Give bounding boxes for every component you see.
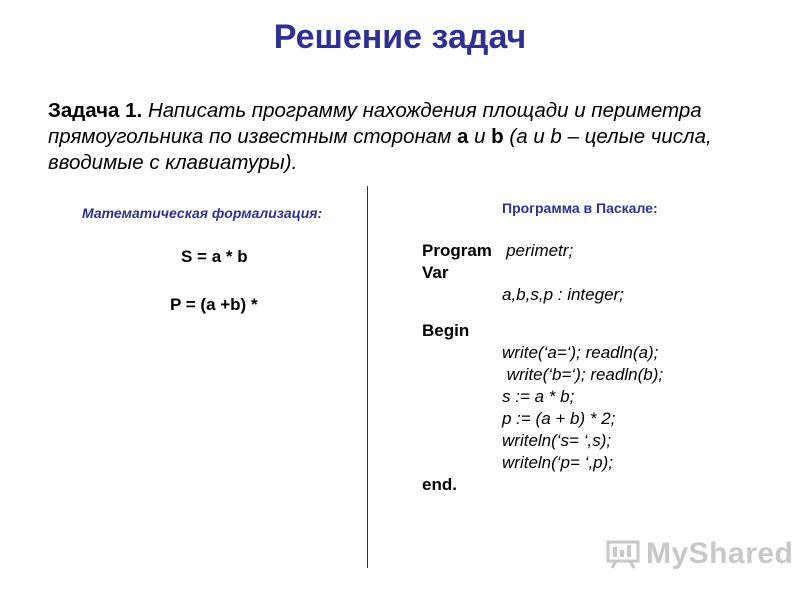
program-name: perimetr; (506, 241, 574, 260)
column-divider (367, 186, 368, 568)
math-heading: Математическая формализация: (82, 205, 323, 221)
var-a: a (456, 125, 469, 148)
watermark-logo (606, 537, 793, 571)
code-line-program (422, 240, 792, 262)
code-statement: s := a * b; (502, 387, 575, 406)
area-formula: S = a * b (181, 247, 248, 266)
code-statement: write(‘a=‘); readln(a); (502, 343, 659, 362)
task-description (48, 98, 778, 176)
code-statement: writeln(‘p= ‘,p); (502, 453, 614, 472)
var-b: b (491, 125, 504, 148)
var-keyword: Var (422, 263, 449, 282)
end-keyword: end. (422, 475, 457, 494)
program-keyword: Program (422, 241, 492, 260)
task-text-2: (a и b – целые числа, вводимые с клавиатуры). (48, 125, 712, 174)
begin-keyword: Begin (422, 321, 470, 340)
pascal-code (422, 240, 792, 496)
task-text-1: Написать программу нахождения площади и периметра прямоугольника по известным сторонам (48, 99, 702, 148)
watermark-text: MyShared (646, 537, 794, 570)
code-statement: p := (a + b) * 2; (502, 409, 616, 428)
var-declaration: a,b,s,p : integer; (502, 285, 624, 304)
presentation-board-icon (606, 539, 640, 569)
code-statement: writeln(‘s= ‘,s); (502, 431, 612, 450)
task-label: Задача 1. (48, 99, 143, 122)
perimeter-formula: P = (a +b) * (170, 295, 258, 314)
page-title: Решение задач (273, 18, 527, 56)
task-and: и (468, 125, 492, 148)
pascal-heading: Программа в Паскале: (502, 200, 658, 216)
code-statement: write(‘b=‘); readln(b); (502, 365, 664, 384)
